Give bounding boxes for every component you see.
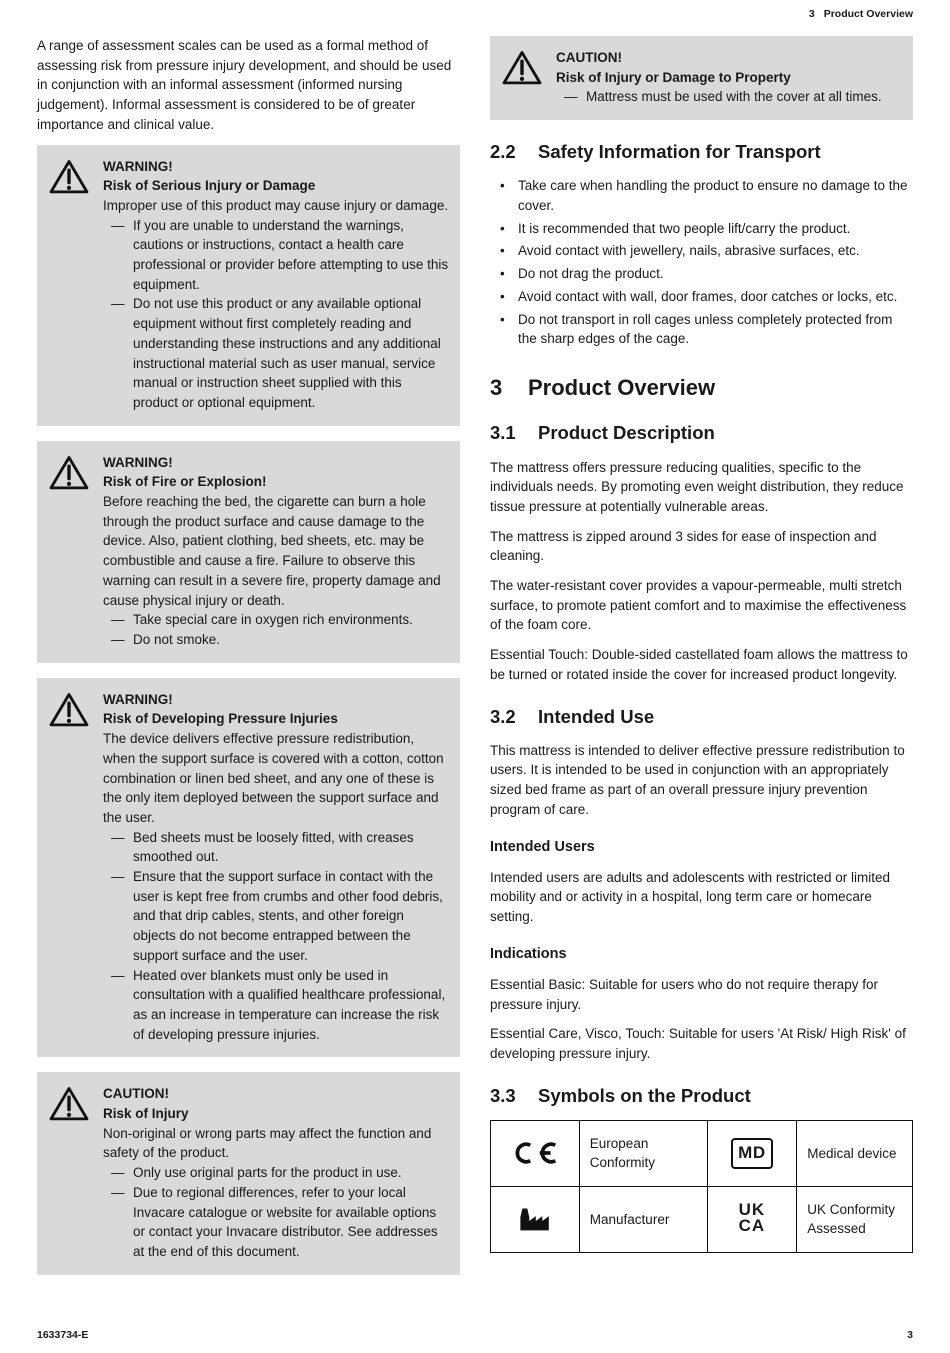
description-paragraph: The mattress is zipped around 3 sides for ease of inspection and cleaning. xyxy=(490,528,877,564)
alert-type: CAUTION! xyxy=(556,50,622,65)
alert-content xyxy=(103,453,450,650)
alert-content xyxy=(103,157,450,413)
warning-box-fire-explosion xyxy=(37,441,460,663)
transport-bullet: • Take care when handling the product to ensure no damage to the cover. xyxy=(490,176,913,215)
section-number: 3.1 xyxy=(490,422,516,444)
alert-body: Before reaching the bed, the cigarette can burn a hole through the product surface and cause damage to the device. Also, patient clothing, bed sheets, etc. may be combustible and cause a fire. Failure to observe this warning can result in a severe fire, property damage and cause physical injury or death. xyxy=(103,494,441,608)
transport-bullet: • It is recommended that two people lift/carry the product. xyxy=(490,219,913,239)
ukca-icon xyxy=(739,1202,766,1234)
chapter-title: Product Overview xyxy=(528,374,716,400)
caution-box-cover xyxy=(490,36,913,120)
alert-type: WARNING! xyxy=(103,691,173,707)
transport-bullet: • Avoid contact with wall, door frames, door catches or locks, etc. xyxy=(490,287,913,307)
section-heading-3-2 xyxy=(490,706,913,728)
description-paragraph: The water-resistant cover provides a vapour-permeable, multi stretch surface, to promote patient comfort and to maximise the effectiveness of the foam core. xyxy=(490,578,907,633)
alert-type: CAUTION! xyxy=(103,1086,169,1102)
table-row xyxy=(491,1120,913,1186)
warning-triangle-icon xyxy=(49,690,103,1045)
alert-content xyxy=(103,1084,450,1261)
alert-body: Improper use of this product may cause injury or damage. xyxy=(103,197,449,213)
warning-triangle-icon xyxy=(502,48,556,107)
indications-paragraph: Essential Care, Visco, Touch: Suitable for users 'At Risk/ High Risk' of developing pressure injury. xyxy=(490,1026,906,1062)
ukca-bottom-text: CA xyxy=(738,1216,766,1236)
alert-content xyxy=(103,690,450,1045)
alert-body: Non-original or wrong parts may affect the function and safety of the product. xyxy=(103,1125,432,1161)
alert-body: The device delivers effective pressure redistribution, when the support surface is covered with a cotton, cotton combination or linen bed sheet, and any one of these is the only item deployed between the support surface and the user. xyxy=(103,731,444,825)
description-paragraph: The mattress offers pressure reducing qualities, specific to the individuals needs. By promoting even weight distribution, they reduce tissue pressure at potentially vulnerable areas. xyxy=(490,459,904,514)
symbol-label: Manufacturer xyxy=(589,1211,670,1227)
page-footer xyxy=(37,1329,913,1341)
warning-triangle-icon xyxy=(49,1084,103,1261)
running-header-chapter: 3 xyxy=(808,8,815,20)
warning-box-serious-injury xyxy=(37,145,460,426)
symbols-table xyxy=(490,1120,913,1253)
section-heading-2-2 xyxy=(490,141,913,163)
manufacturer-cell xyxy=(491,1186,580,1252)
md-cell xyxy=(707,1120,797,1186)
ce-mark-icon xyxy=(512,1145,558,1160)
warning-triangle-icon xyxy=(49,453,103,650)
symbol-label-cell xyxy=(579,1120,707,1186)
page-number: 3 xyxy=(907,1329,913,1341)
running-header xyxy=(37,8,913,20)
warning-triangle-icon xyxy=(49,157,103,413)
symbol-label: Medical device xyxy=(807,1145,897,1161)
alert-instruction: — Ensure that the support surface in contact with the user is kept free from crumbs and other food debris, and that drip cables, stents, and other foreign objects do not become entrapped between the support surface and the user. xyxy=(103,867,450,966)
section-number: 3.2 xyxy=(490,705,516,727)
section-title: Intended Use xyxy=(538,705,655,727)
description-paragraph: Essential Touch: Double-sided castellated foam allows the mattress to be turned or rotated inside the cover for increased product longevity. xyxy=(490,647,908,682)
alert-instruction: — Only use original parts for the product in use. xyxy=(103,1163,450,1183)
section-heading-3-3 xyxy=(490,1085,913,1107)
alert-instruction: — Do not use this product or any available optional equipment without first completely reading and understanding these instructions and any additional instructional material such as user manual, service manual or instruction sheet supplied with this product or optional equipment. xyxy=(103,294,450,412)
ukca-top-text: UK xyxy=(738,1200,766,1220)
intended-users-paragraph: Intended users are adults and adolescents with restricted or limited mobility and or activity in a hospital, long term care or homecare setting. xyxy=(490,869,890,925)
ukca-cell xyxy=(707,1186,797,1252)
alert-title: Risk of Serious Injury or Damage xyxy=(103,178,316,194)
alert-title: Risk of Developing Pressure Injuries xyxy=(103,711,338,727)
chapter-number: 3 xyxy=(490,374,503,400)
subheading-indications: Indications xyxy=(490,945,567,962)
ce-mark-cell xyxy=(491,1120,580,1186)
alert-title: Risk of Injury or Damage to Property xyxy=(556,69,791,85)
alert-type: WARNING! xyxy=(103,158,173,174)
right-column xyxy=(490,36,913,1290)
md-icon: MD xyxy=(731,1138,772,1169)
section-title: Safety Information for Transport xyxy=(538,141,821,163)
alert-title: Risk of Injury xyxy=(103,1106,189,1122)
running-header-title: Product Overview xyxy=(823,8,913,20)
table-row xyxy=(491,1186,913,1252)
alert-instruction: — Do not smoke. xyxy=(103,630,450,650)
symbol-label: European Conformity xyxy=(589,1135,656,1171)
manufacturer-icon xyxy=(517,1211,553,1226)
alert-instruction: — Due to regional differences, refer to your local Invacare catalogue or website for available options or contact your Invacare distributor. See addresses at the end of this document. xyxy=(103,1183,450,1262)
chapter-heading-3 xyxy=(490,375,913,401)
transport-bullet: • Do not transport in roll cages unless completely protected from the sharp edges of the cage. xyxy=(490,310,913,349)
alert-type: WARNING! xyxy=(103,454,173,470)
alert-instruction: — Mattress must be used with the cover at all times. xyxy=(556,87,903,107)
alert-instruction: — Bed sheets must be loosely fitted, with creases smoothed out. xyxy=(103,828,450,867)
left-column xyxy=(37,36,460,1290)
symbol-label-cell xyxy=(797,1186,913,1252)
intro-paragraph: A range of assessment scales can be used as a formal method of assessing risk from pressure injury development, and should be used in conjunction with an informal assessment (informed nursing judgement). Informal assessment is considered to be of greater importance and clinical value. xyxy=(37,38,452,132)
subheading-intended-users: Intended Users xyxy=(490,838,595,855)
transport-bullet: • Avoid contact with jewellery, nails, abrasive surfaces, etc. xyxy=(490,241,913,261)
alert-instruction: — Take special care in oxygen rich environments. xyxy=(103,610,450,630)
symbol-label: UK Conformity Assessed xyxy=(807,1201,896,1237)
transport-bullet: • Do not drag the product. xyxy=(490,264,913,284)
section-heading-3-1 xyxy=(490,422,913,444)
section-title: Symbols on the Product xyxy=(538,1084,751,1106)
section-title: Product Description xyxy=(538,422,715,444)
alert-instruction: — Heated over blankets must only be used in consultation with a qualified healthcare professional, as an increase in temperature can increase the risk of developing pressure injuries. xyxy=(103,966,450,1045)
section-number: 3.3 xyxy=(490,1084,516,1106)
symbol-label-cell xyxy=(797,1120,913,1186)
warning-box-pressure-injuries xyxy=(37,678,460,1058)
symbol-label-cell xyxy=(579,1186,707,1252)
alert-content xyxy=(556,48,903,107)
section-number: 2.2 xyxy=(490,141,516,163)
alert-instruction: — If you are unable to understand the warnings, cautions or instructions, contact a health care professional or provider before attempting to use this equipment. xyxy=(103,216,450,295)
two-column-layout xyxy=(37,36,913,1290)
intended-use-paragraph: This mattress is intended to deliver effective pressure redistribution to users. It is intended to be used in conjunction with an appropriately sized bed frame as part of an overall pressure injury prevention program of care. xyxy=(490,742,905,817)
alert-title: Risk of Fire or Explosion! xyxy=(103,474,267,490)
indications-paragraph: Essential Basic: Suitable for users who do not require therapy for pressure injury. xyxy=(490,976,878,1012)
document-number: 1633734-E xyxy=(37,1329,89,1341)
caution-box-injury xyxy=(37,1072,460,1274)
